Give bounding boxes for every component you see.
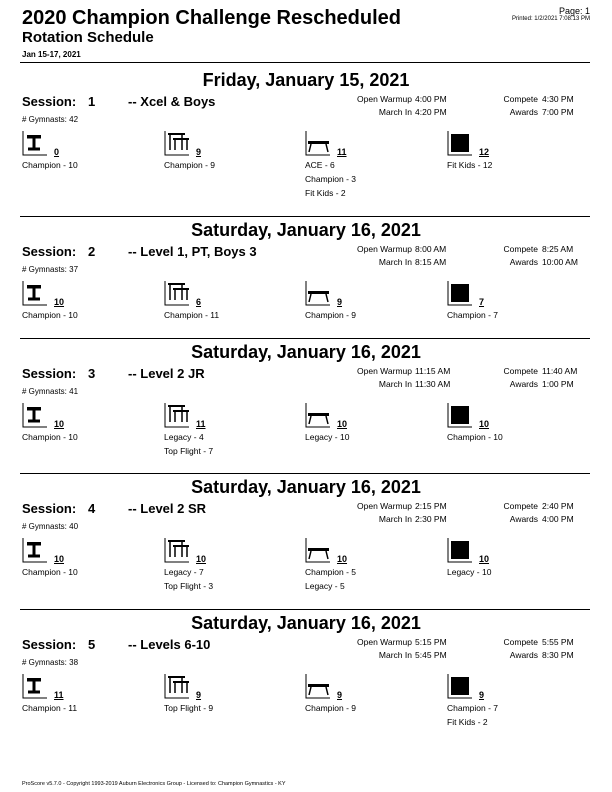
march-in-time: 4:20 PM	[415, 107, 447, 117]
open-warmup-label: Open Warmup	[357, 244, 412, 254]
event-rotation	[305, 402, 445, 472]
gymnast-count-label: # Gymnasts:	[22, 658, 67, 667]
session-block	[0, 70, 612, 200]
club-assignment: Fit Kids - 2	[305, 188, 346, 198]
floor-icon	[447, 402, 473, 428]
open-warmup-time: 8:00 AM	[415, 244, 447, 254]
open-warmup-label: Open Warmup	[357, 366, 412, 376]
gymnast-count-value: 38	[69, 658, 79, 667]
session-divider	[20, 609, 590, 610]
open-warmup-time: 2:15 PM	[415, 501, 447, 511]
vault-icon	[22, 280, 48, 306]
event-gymnast-count: 9	[196, 147, 202, 157]
session-label: Session:	[22, 94, 77, 109]
awards-label: Awards	[509, 650, 538, 660]
event-rotation	[164, 402, 304, 472]
compete-label: Compete	[503, 637, 538, 647]
event-gymnast-count: 9	[337, 690, 343, 700]
march-in-label: March In	[378, 257, 412, 267]
event-rotation	[305, 537, 445, 607]
compete-time: 4:30 PM	[542, 94, 574, 104]
club-assignment: Champion - 10	[22, 432, 78, 442]
event-gymnast-count: 6	[196, 297, 202, 307]
gymnast-count-row	[22, 522, 78, 531]
session-day-heading: Friday, January 15, 2021	[202, 70, 410, 90]
club-assignment: Legacy - 5	[305, 581, 345, 591]
march-in-label: March In	[378, 107, 412, 117]
session-day-heading: Saturday, January 16, 2021	[191, 613, 421, 633]
awards-time: 10:00 AM	[542, 257, 578, 267]
compete-label: Compete	[503, 244, 538, 254]
uneven-bars-icon	[164, 402, 190, 428]
open-warmup-label: Open Warmup	[357, 94, 412, 104]
club-assignment: Champion - 10	[22, 160, 78, 170]
event-gymnast-count: 9	[479, 690, 485, 700]
event-rotation	[447, 673, 587, 743]
event-rotation	[447, 130, 587, 200]
gymnast-count-row	[22, 658, 78, 667]
club-assignment: Champion - 9	[164, 160, 216, 170]
session-number: 2	[88, 244, 96, 259]
event-gymnast-count: 10	[479, 419, 490, 429]
gymnast-count-value: 42	[69, 115, 79, 124]
session-label: Session:	[22, 244, 77, 259]
header-divider	[20, 62, 590, 63]
event-gymnast-count: 7	[479, 297, 485, 307]
vault-icon	[22, 673, 48, 699]
balance-beam-icon	[305, 130, 331, 156]
event-rotation	[305, 130, 445, 200]
balance-beam-icon	[305, 402, 331, 428]
march-in-label: March In	[378, 514, 412, 524]
club-assignment: Champion - 3	[305, 174, 357, 184]
document-subtitle: Rotation Schedule	[22, 29, 154, 46]
club-assignment: Legacy - 10	[305, 432, 350, 442]
event-gymnast-count: 10	[54, 297, 65, 307]
march-in-label: March In	[378, 379, 412, 389]
session-name: -- Levels 6-10	[128, 637, 211, 652]
club-assignment: Legacy - 4	[164, 432, 204, 442]
session-label: Session:	[22, 637, 77, 652]
awards-time: 1:00 PM	[542, 379, 574, 389]
session-block	[0, 220, 612, 350]
event-rotation	[22, 130, 162, 200]
uneven-bars-icon	[164, 280, 190, 306]
session-divider	[20, 338, 590, 339]
awards-label: Awards	[509, 514, 538, 524]
march-in-time: 8:15 AM	[415, 257, 447, 267]
uneven-bars-icon	[164, 673, 190, 699]
club-assignment: Top Flight - 7	[164, 446, 214, 456]
march-in-label: March In	[378, 650, 412, 660]
awards-label: Awards	[509, 257, 538, 267]
club-assignment: Champion - 9	[305, 703, 357, 713]
event-gymnast-count: 10	[337, 419, 348, 429]
event-rotation	[305, 280, 445, 350]
club-assignment: Top Flight - 9	[164, 703, 214, 713]
vault-icon	[22, 402, 48, 428]
gymnast-count-label: # Gymnasts:	[22, 387, 67, 396]
event-rotation	[164, 130, 304, 200]
session-divider	[20, 216, 590, 217]
club-assignment: Fit Kids - 2	[447, 717, 488, 727]
club-assignment: Legacy - 7	[164, 567, 204, 577]
meet-dates: Jan 15-17, 2021	[22, 50, 81, 59]
document-title: 2020 Champion Challenge Rescheduled	[22, 7, 401, 29]
open-warmup-label: Open Warmup	[357, 637, 412, 647]
gymnast-count-label: # Gymnasts:	[22, 265, 67, 274]
session-label: Session:	[22, 501, 77, 516]
event-rotation	[305, 673, 445, 743]
event-rotation	[164, 673, 304, 743]
session-number: 4	[88, 501, 96, 516]
event-gymnast-count: 9	[196, 690, 202, 700]
balance-beam-icon	[305, 673, 331, 699]
event-rotation	[164, 537, 304, 607]
event-rotation	[22, 402, 162, 472]
open-warmup-time: 5:15 PM	[415, 637, 447, 647]
session-name: -- Level 2 SR	[128, 501, 207, 516]
event-gymnast-count: 12	[479, 147, 490, 157]
club-assignment: Champion - 10	[447, 432, 503, 442]
uneven-bars-icon	[164, 537, 190, 563]
compete-label: Compete	[503, 94, 538, 104]
event-gymnast-count: 0	[54, 147, 60, 157]
floor-icon	[447, 537, 473, 563]
session-block	[0, 477, 612, 607]
session-day-heading: Saturday, January 16, 2021	[191, 220, 421, 240]
awards-time: 7:00 PM	[542, 107, 574, 117]
gymnast-count-row	[22, 265, 78, 274]
gymnast-count-row	[22, 387, 78, 396]
club-assignment: Champion - 10	[22, 567, 78, 577]
session-day-heading: Saturday, January 16, 2021	[191, 477, 421, 497]
session-name: -- Level 1, PT, Boys 3	[128, 244, 257, 259]
event-gymnast-count: 9	[337, 297, 343, 307]
open-warmup-time: 4:00 PM	[415, 94, 447, 104]
footer-copyright: ProScore v5.7.0 - Copyright 1993-2019 Auburn Electronics Group - Licensed to: Champion Gymnastics - KY	[22, 781, 286, 787]
event-rotation	[447, 280, 587, 350]
vault-icon	[22, 537, 48, 563]
floor-icon	[447, 673, 473, 699]
event-rotation	[22, 537, 162, 607]
event-gymnast-count: 10	[196, 554, 207, 564]
event-gymnast-count: 10	[54, 419, 65, 429]
event-gymnast-count: 11	[196, 419, 206, 429]
event-gymnast-count: 11	[54, 690, 64, 700]
uneven-bars-icon	[164, 130, 190, 156]
club-assignment: Champion - 11	[22, 703, 78, 713]
awards-label: Awards	[509, 379, 538, 389]
club-assignment: Champion - 7	[447, 310, 499, 320]
compete-time: 5:55 PM	[542, 637, 574, 647]
session-block	[0, 613, 612, 743]
gymnast-count-row	[22, 115, 78, 124]
compete-time: 11:40 AM	[542, 366, 578, 376]
session-day-heading: Saturday, January 16, 2021	[191, 342, 421, 362]
balance-beam-icon	[305, 280, 331, 306]
session-number: 3	[88, 366, 96, 381]
gymnast-count-label: # Gymnasts:	[22, 522, 67, 531]
gymnast-count-label: # Gymnasts:	[22, 115, 67, 124]
session-name: -- Level 2 JR	[128, 366, 205, 381]
gymnast-count-value: 40	[69, 522, 79, 531]
open-warmup-time: 11:15 AM	[415, 366, 451, 376]
session-block	[0, 342, 612, 472]
compete-time: 8:25 AM	[542, 244, 574, 254]
event-gymnast-count: 10	[337, 554, 348, 564]
event-rotation	[22, 673, 162, 743]
session-name: -- Xcel & Boys	[128, 94, 216, 109]
page-number: Page: 1	[558, 6, 590, 16]
session-label: Session:	[22, 366, 77, 381]
club-assignment: Champion - 5	[305, 567, 357, 577]
floor-icon	[447, 280, 473, 306]
club-assignment: Champion - 11	[164, 310, 220, 320]
club-assignment: Fit Kids - 12	[447, 160, 493, 170]
event-gymnast-count: 10	[54, 554, 65, 564]
event-rotation	[447, 537, 587, 607]
event-rotation	[164, 280, 304, 350]
march-in-time: 11:30 AM	[415, 379, 451, 389]
vault-icon	[22, 130, 48, 156]
awards-label: Awards	[509, 107, 538, 117]
club-assignment: Champion - 10	[22, 310, 78, 320]
event-gymnast-count: 10	[479, 554, 490, 564]
awards-time: 8:30 PM	[542, 650, 574, 660]
event-gymnast-count: 11	[337, 147, 347, 157]
awards-time: 4:00 PM	[542, 514, 574, 524]
session-divider	[20, 473, 590, 474]
march-in-time: 2:30 PM	[415, 514, 447, 524]
floor-icon	[447, 130, 473, 156]
session-number: 1	[88, 94, 96, 109]
club-assignment: Champion - 9	[305, 310, 357, 320]
event-rotation	[447, 402, 587, 472]
compete-time: 2:40 PM	[542, 501, 574, 511]
event-rotation	[22, 280, 162, 350]
open-warmup-label: Open Warmup	[357, 501, 412, 511]
club-assignment: Champion - 7	[447, 703, 499, 713]
printed-timestamp: Printed: 1/2/2021 7:08:13 PM	[511, 16, 590, 22]
gymnast-count-value: 37	[69, 265, 79, 274]
march-in-time: 5:45 PM	[415, 650, 447, 660]
club-assignment: Top Flight - 3	[164, 581, 214, 591]
session-number: 5	[88, 637, 96, 652]
gymnast-count-value: 41	[69, 387, 79, 396]
compete-label: Compete	[503, 501, 538, 511]
compete-label: Compete	[503, 366, 538, 376]
balance-beam-icon	[305, 537, 331, 563]
club-assignment: ACE - 6	[305, 160, 335, 170]
club-assignment: Legacy - 10	[447, 567, 492, 577]
